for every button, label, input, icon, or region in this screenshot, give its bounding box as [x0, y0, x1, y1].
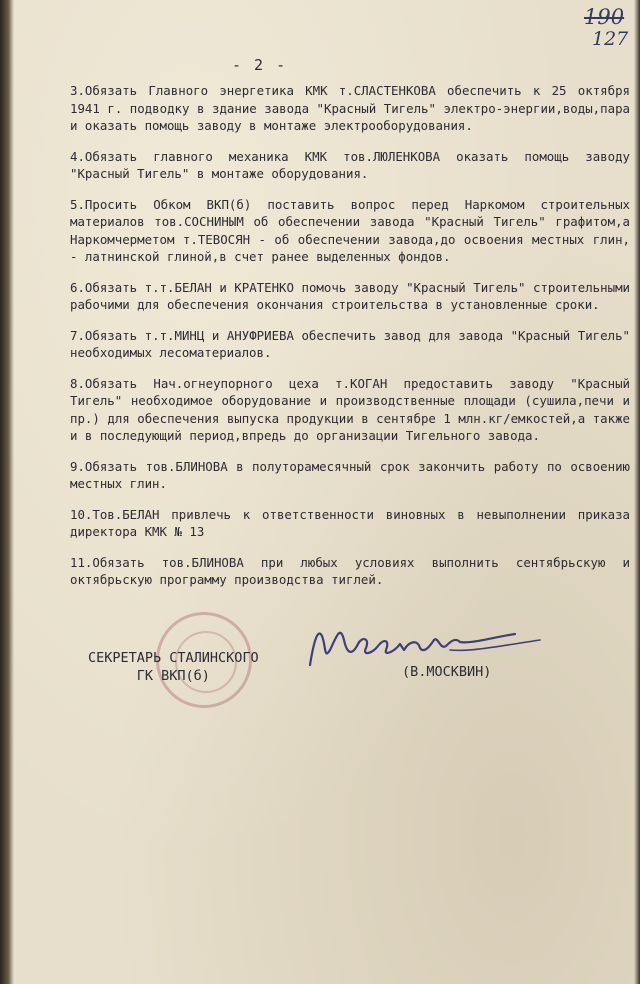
paragraph-4: 4.Обязать главного механика КМК тов.ЛЮЛЕНКОВА оказать помощь заводу "Красный Тигель" в монтаже оборудования. — [70, 148, 630, 181]
signatory-name: (В.МОСКВИН) — [402, 664, 492, 680]
paragraph-10: 10.Тов.БЕЛАН привлечь к ответственности виновных в невыполнении приказа директора КМК № 13 — [70, 506, 630, 539]
page-number: - 2 - — [232, 56, 288, 74]
page-edge — [634, 0, 640, 984]
paragraph-11: 11.Обязать тов.БЛИНОВА при любых условиях выполнить сентябрьскую и октябрьскую программу производства тиглей. — [70, 554, 630, 587]
paragraph-8: 8.Обязать Нач.огнеупорного цеха т.КОГАН предоставить заводу "Красный Тигель" необходимое оборудование и производственные площади (сушила,печи и пр.) для обеспечения выпуска продукции в сентябре 1 млн.кг/емкостей,а также и в последующий период,впредь до организации Тигельного завода. — [70, 375, 630, 443]
paragraph-5: 5.Просить Обком ВКП(б) поставить вопрос перед Наркомом строительных материалов тов.СОСНИНЫМ об обеспечении завода "Красный Тигель" графитом,а Наркомчерметом т.ТЕВОСЯН - об обеспечении завода,до освоения местных глин, - латнинской глиной,в счет ранее выделенных фондов. — [70, 196, 630, 264]
binding-edge — [0, 0, 14, 984]
resolution-text — [70, 82, 630, 602]
paragraph-9: 9.Обязать тов.БЛИНОВА в полуторамесячный срок закончить работу по освоению местных глин. — [70, 458, 630, 491]
paragraph-3: 3.Обязать Главного энергетика КМК т.СЛАСТЕНКОВА обеспечить к 25 октября 1941 г. подводку в здание завода "Красный Тигель" электро-энергии,воды,пара и оказать помощь заводу в монтаже электрооборудования. — [70, 83, 630, 133]
archive-number-struck: 190 — [584, 5, 625, 29]
archive-page-number — [584, 6, 628, 50]
signature-title: СЕКРЕТАРЬ СТАЛИНСКОГО ГК ВКП(б) — [88, 650, 259, 684]
paragraph-7: 7.Обязать т.т.МИНЦ и АНУФРИЕВА обеспечить завод для завода "Красный Тигель" необходимых лесоматериалов. — [70, 327, 630, 360]
paragraph-6: 6.Обязать т.т.БЕЛАН и КРАТЕНКО помочь заводу "Красный Тигель" строительными рабочими для обеспечения окончания строительства в установленные сроки. — [70, 279, 630, 312]
archive-number-current: 127 — [592, 28, 629, 50]
